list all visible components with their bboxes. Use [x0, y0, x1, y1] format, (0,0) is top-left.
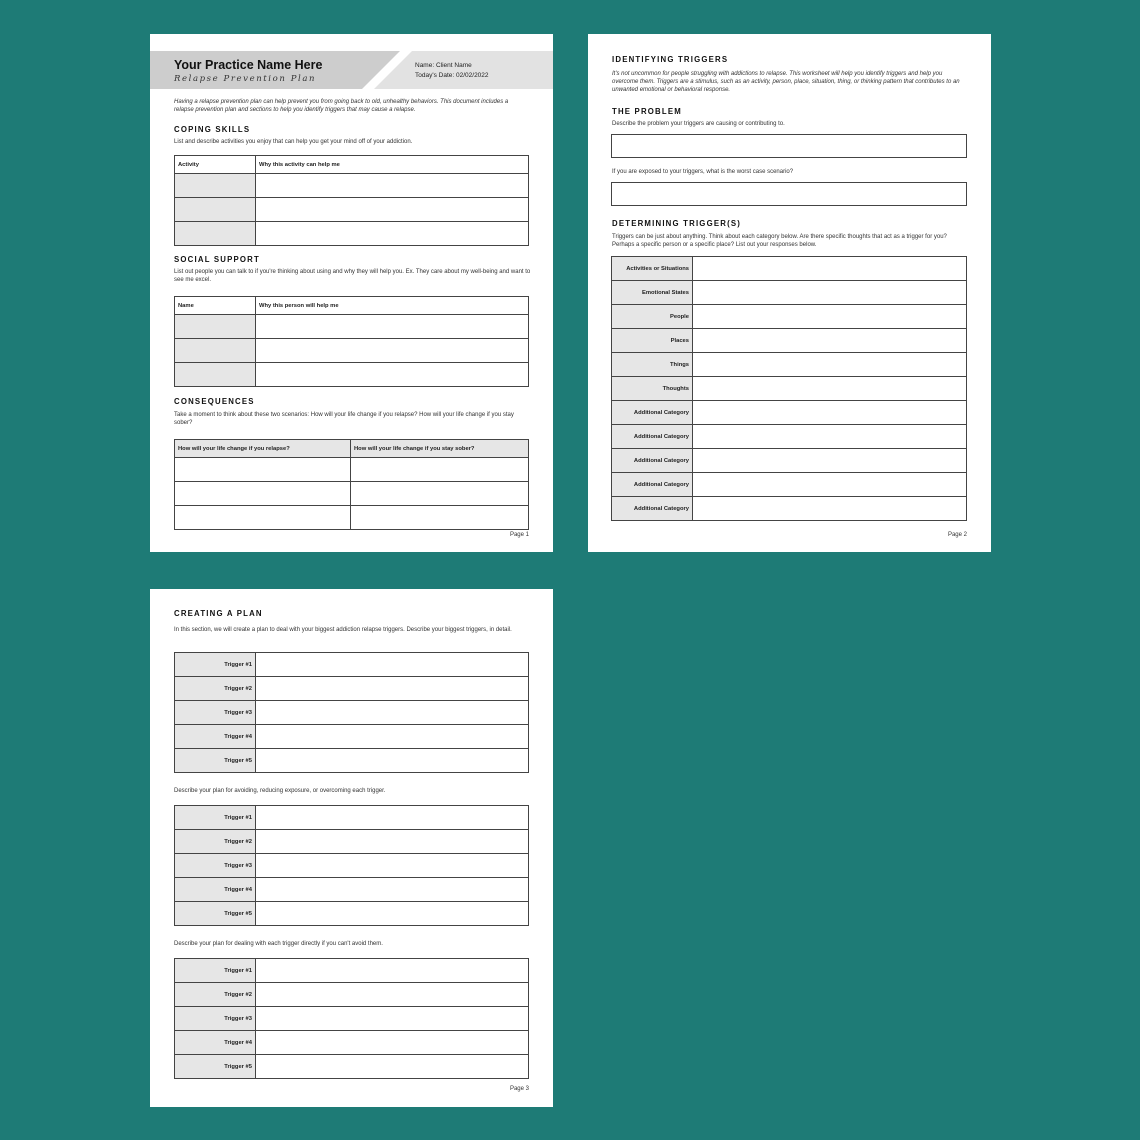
category-label: People	[612, 305, 693, 329]
problem-desc-2: If you are exposed to your triggers, what is the worst case scenario?	[612, 169, 794, 175]
trigger-label: Trigger #2	[175, 983, 256, 1007]
trigger-label: Trigger #2	[175, 830, 256, 854]
trigger-label: Trigger #4	[175, 1031, 256, 1055]
identifying-desc: It's not uncommon for people struggling with addictions to relapse. This worksheet will help you identify triggers and help you overcome them. Triggers are a stimulus, such as an activity, person, place, situation, thing, or thinking pattern that contributes to an unwanted emotional or behavioral response.	[612, 71, 960, 93]
table-cell[interactable]	[256, 1055, 529, 1079]
trigger-label: Trigger #1	[175, 653, 256, 677]
practice-name: Your Practice Name Here	[174, 58, 323, 72]
trigger-label: Trigger #4	[175, 878, 256, 902]
table-cell[interactable]	[256, 725, 529, 749]
consequences-table	[174, 439, 529, 530]
plan-desc-3: Describe your plan for dealing with each trigger directly if you can't avoid them.	[174, 941, 383, 947]
table-cell[interactable]	[256, 198, 529, 222]
table-cell[interactable]	[351, 506, 529, 530]
table-cell[interactable]	[175, 458, 351, 482]
page-number: Page 2	[947, 532, 967, 538]
table-cell[interactable]	[175, 363, 256, 387]
coping-col-activity: Activity	[175, 156, 256, 174]
table-cell[interactable]	[256, 339, 529, 363]
page-2	[588, 34, 991, 552]
plan-heading: CREATING A PLAN	[174, 609, 263, 618]
table-cell[interactable]	[256, 830, 529, 854]
trigger-label: Trigger #5	[175, 1055, 256, 1079]
table-cell[interactable]	[693, 473, 967, 497]
category-label: Emotional States	[612, 281, 693, 305]
trigger-label: Trigger #3	[175, 1007, 256, 1031]
table-cell[interactable]	[175, 315, 256, 339]
consequences-col-relapse: How will your life change if you relapse?	[175, 440, 351, 458]
trigger-label: Trigger #2	[175, 677, 256, 701]
social-table	[174, 296, 529, 387]
table-cell[interactable]	[256, 854, 529, 878]
table-cell[interactable]	[351, 458, 529, 482]
determining-heading: DETERMINING TRIGGER(S)	[612, 219, 742, 228]
table-cell[interactable]	[175, 506, 351, 530]
coping-heading: COPING SKILLS	[174, 125, 251, 134]
page-1	[150, 34, 553, 552]
trigger-label: Trigger #4	[175, 725, 256, 749]
table-cell[interactable]	[175, 222, 256, 246]
worst-case-answer-box[interactable]	[611, 182, 967, 206]
category-label: Additional Category	[612, 425, 693, 449]
table-cell[interactable]	[256, 983, 529, 1007]
plan-desc-1: In this section, we will create a plan to deal with your biggest addiction relapse triggers. Describe your biggest triggers, in detail.	[174, 627, 512, 633]
table-cell[interactable]	[256, 174, 529, 198]
table-cell[interactable]	[693, 257, 967, 281]
table-cell[interactable]	[256, 315, 529, 339]
table-cell[interactable]	[693, 497, 967, 521]
social-col-name: Name	[175, 297, 256, 315]
trigger-label: Trigger #3	[175, 854, 256, 878]
table-cell[interactable]	[256, 701, 529, 725]
trigger-label: Trigger #3	[175, 701, 256, 725]
table-cell[interactable]	[256, 222, 529, 246]
problem-answer-box[interactable]	[611, 134, 967, 158]
triggers-table-3	[174, 958, 529, 1079]
table-cell[interactable]	[175, 198, 256, 222]
trigger-label: Trigger #1	[175, 959, 256, 983]
table-cell[interactable]	[175, 174, 256, 198]
table-cell[interactable]	[256, 749, 529, 773]
consequences-heading: CONSEQUENCES	[174, 397, 255, 406]
category-label: Additional Category	[612, 497, 693, 521]
category-label: Additional Category	[612, 449, 693, 473]
table-cell[interactable]	[256, 959, 529, 983]
table-cell[interactable]	[175, 339, 256, 363]
table-cell[interactable]	[175, 482, 351, 506]
social-heading: SOCIAL SUPPORT	[174, 255, 260, 264]
client-name-value: Client Name	[435, 62, 472, 69]
table-cell[interactable]	[256, 1007, 529, 1031]
social-desc: List out people you can talk to if you're thinking about using and why they will help you. Ex. They care about my well-being and want to see me excel.	[174, 269, 531, 283]
category-label: Places	[612, 329, 693, 353]
intro-text: Having a relapse prevention plan can help prevent you from going back to old, unhealthy behaviors. This document includes a relapse prevention plan and sections to help you identify triggers that may cause a relapse.	[174, 99, 509, 113]
table-cell[interactable]	[693, 377, 967, 401]
category-label: Additional Category	[612, 401, 693, 425]
plan-desc-2: Describe your plan for avoiding, reducing exposure, or overcoming each trigger.	[174, 788, 386, 794]
page-3	[150, 589, 553, 1107]
consequences-col-sober: How will your life change if you stay sober?	[351, 440, 529, 458]
category-label: Activities or Situations	[612, 257, 693, 281]
coping-col-why: Why this activity can help me	[256, 156, 529, 174]
problem-heading: THE PROBLEM	[612, 107, 682, 116]
social-col-why: Why this person will help me	[256, 297, 529, 315]
category-label: Things	[612, 353, 693, 377]
client-name-line	[415, 62, 472, 69]
triggers-table-2	[174, 805, 529, 926]
table-cell[interactable]	[693, 305, 967, 329]
triggers-table-1	[174, 652, 529, 773]
date-label: Today's Date:	[415, 72, 455, 79]
document-subtitle: Relapse Prevention Plan	[174, 74, 317, 84]
table-cell[interactable]	[256, 677, 529, 701]
table-cell[interactable]	[693, 401, 967, 425]
category-label: Thoughts	[612, 377, 693, 401]
triggers-category-table	[611, 256, 967, 521]
table-cell[interactable]	[351, 482, 529, 506]
table-cell[interactable]	[256, 653, 529, 677]
table-cell[interactable]	[693, 425, 967, 449]
coping-table	[174, 155, 529, 246]
table-cell[interactable]	[693, 329, 967, 353]
category-label: Additional Category	[612, 473, 693, 497]
consequences-desc: Take a moment to think about these two scenarios: How will your life change if you relapse? How will your life change if you stay sober?	[174, 412, 514, 426]
page-number: Page 3	[509, 1086, 529, 1092]
table-cell[interactable]	[256, 363, 529, 387]
trigger-label: Trigger #5	[175, 749, 256, 773]
date-line	[415, 72, 489, 79]
coping-desc: List and describe activities you enjoy that can help you get your mind off of your addiction.	[174, 139, 413, 145]
problem-desc-1: Describe the problem your triggers are causing or contributing to.	[612, 121, 785, 127]
trigger-label: Trigger #1	[175, 806, 256, 830]
table-cell[interactable]	[256, 902, 529, 926]
trigger-label: Trigger #5	[175, 902, 256, 926]
table-cell[interactable]	[256, 1031, 529, 1055]
table-cell[interactable]	[693, 281, 967, 305]
page-number: Page 1	[509, 532, 529, 538]
client-name-label: Name:	[415, 62, 435, 69]
table-cell[interactable]	[256, 806, 529, 830]
identifying-heading: IDENTIFYING TRIGGERS	[612, 55, 729, 64]
date-value: 02/02/2022	[456, 72, 489, 79]
determining-desc: Triggers can be just about anything. Think about each category below. Are there specific thoughts that act as a trigger for you? Perhaps a specific person or a specific place? List out your responses below.	[612, 234, 947, 248]
table-cell[interactable]	[693, 449, 967, 473]
table-cell[interactable]	[256, 878, 529, 902]
table-cell[interactable]	[693, 353, 967, 377]
